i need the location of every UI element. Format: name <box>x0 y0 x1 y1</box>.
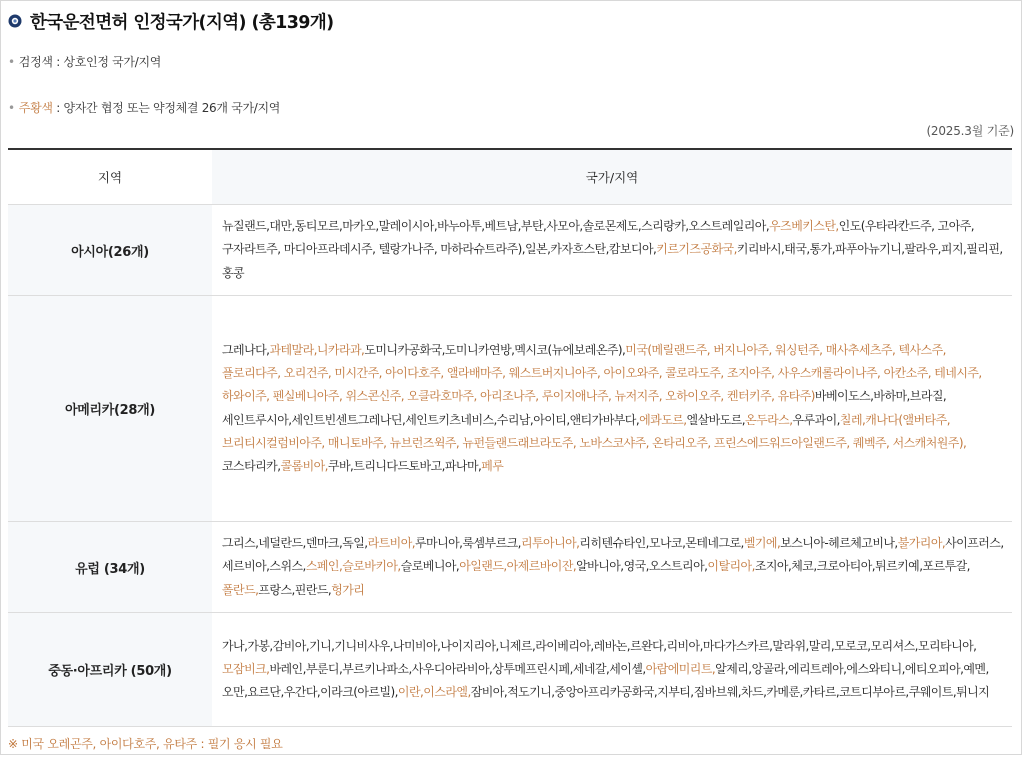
mutual-country-text: 인도(우타라칸드주, 고아주, 구자라트주, 마디아프라데시주, 텔랑가나주, 마하라슈트라주),일본,카자흐스탄,캄보디아, <box>222 219 975 257</box>
region-cell: 아시아(26개) <box>8 205 212 296</box>
mutual-country-text: 키리바시,태국,통가,파푸아뉴기니,팔라우,피지,필리핀,홍콩 <box>222 242 1003 280</box>
countries-cell <box>212 296 1012 522</box>
countries-cell <box>212 522 1012 613</box>
legend-orange-desc: : 양자간 협정 또는 약정체결 26개 국가/지역 <box>56 101 281 115</box>
agreement-country-text: 우즈베키스탄, <box>769 219 839 234</box>
country-table <box>8 148 1012 727</box>
mutual-country-text: 잠비아,적도기니,중앙아프리카공화국,지부티,짐바브웨,차드,카메룬,카타르,코트디부아르,쿠웨이트,튀니지 <box>470 685 990 700</box>
countries-cell <box>212 613 1012 727</box>
agreement-country-text: 온두라스, <box>745 412 793 427</box>
legend-orange-label: 주황색 <box>18 101 53 115</box>
mutual-country-text: 그레나다, <box>222 342 270 357</box>
agreement-country-text: 키르기즈공화국, <box>656 242 737 257</box>
agreement-country-text: 캐나다(앨버타주, 브리티시컬럼비아주, 매니토바주, 뉴브런즈윅주, 뉴펀들랜드래브라도주, 노바스코샤주, 온타리오주, 프린스에드워드아일랜드주, 퀘벡주, 서스캐처원주), <box>222 412 967 450</box>
mutual-country-text: 슬로베니아, <box>400 559 460 574</box>
agreement-country-text: 불가리아, <box>897 536 946 551</box>
agreement-country-text: 이란,이스라엘, <box>397 685 471 700</box>
agreement-country-text: 미국(메릴랜드주, 버지니아주, 워싱턴주, 매사추세츠주, 텍사스주, 플로리다주, 오리건주, 미시간주, 아이다호주, 앨라배마주, 웨스트버지니아주, 아이오와주, 콜로라도주, 조지아주, 사우스캐롤라이나주, 아칸소주, 테네시주, 하와이주, 펜실베니아주, 위스콘신주, 오클라호마주, 아리조나주, 루이지애나주, 뉴저지주, 오하이오주, 켄터키주, 유타주) <box>222 342 982 404</box>
region-cell: 아메리카(28개) <box>8 296 212 522</box>
legend-black <box>8 53 161 70</box>
mutual-country-text: 알제리,앙골라,에리트레아,에스와티니,에티오피아,예멘,오만,요르단,우간다,이라크(아르빌), <box>222 661 989 700</box>
agreement-country-text: 이탈리아, <box>707 559 755 574</box>
as-of-date: (2025.3월 기준) <box>926 124 1014 138</box>
region-cell: 중동·아프리카 (50개) <box>8 613 212 727</box>
countries-cell <box>212 205 1012 296</box>
agreement-country-text: 콜롬비아, <box>280 458 328 473</box>
footnote: ※ 미국 오레곤주, 아이다호주, 유타주 : 필기 응시 필요 <box>8 737 283 751</box>
mutual-country-text: 바레인,부룬디,부르키나파소,사우디아라비아,상투메프린시페,세네갈,세이셸, <box>269 661 646 676</box>
mutual-country-text: 그리스,네덜란드,덴마크,독일, <box>222 536 368 551</box>
mutual-country-text: 코스타리카, <box>222 458 281 473</box>
region-header: 지역 <box>8 149 212 205</box>
agreement-country-text: 페루 <box>481 458 504 473</box>
mutual-country-text: 도미니카공화국,도미니카연방,멕시코(뉴에보레온주), <box>364 342 626 357</box>
mutual-country-text: 알바니아,영국,오스트리아, <box>576 559 708 574</box>
mutual-country-text: 바베이도스,바하마,브라질,세인트루시아,세인트빈센트그레나딘,세인트키츠네비스,수리남,아이티,앤티가바부다, <box>222 389 947 427</box>
circle-bullet-icon <box>8 14 22 28</box>
legend-bullet-icon: • <box>8 55 15 69</box>
mutual-country-text: 리히텐슈타인,모나코,몬테네그로, <box>579 536 744 551</box>
mutual-country-text: 뉴질랜드,대만,동티모르,마카오,말레이시아,바누아투,베트남,부탄,사모아,솔로몬제도,스리랑카,오스트레일리아, <box>222 219 770 234</box>
agreement-country-text: 칠레, <box>839 412 866 427</box>
legend-orange <box>8 99 280 116</box>
countries-header: 국가/지역 <box>212 149 1012 205</box>
mutual-country-text: 가나,가봉,감비아,기니,기니비사우,나미비아,나이지리아,니제르,라이베리아,레바논,르완다,리비아,마다가스카르,말라위,말리,모로코,모리셔스,모리타니아, <box>222 638 977 653</box>
agreement-country-text: 라트비아, <box>367 536 416 551</box>
agreement-country-text: 아랍에미리트, <box>645 661 716 676</box>
page-title <box>8 9 334 33</box>
page-title-text: 한국운전면허 인정국가(지역) (총139개) <box>30 12 334 33</box>
mutual-country-text: 프랑스,핀란드, <box>258 582 332 597</box>
mutual-country-text: 우루과이, <box>792 412 840 427</box>
mutual-country-text: 루마니아,룩셈부르크, <box>415 536 521 551</box>
region-cell: 유럽 (34개) <box>8 522 212 613</box>
mutual-country-text: 조지아,체코,크로아티아,튀르키예,포르투갈, <box>754 559 970 574</box>
agreement-country-text: 스페인,슬로바키아, <box>305 559 401 574</box>
agreement-country-text: 과테말라,니카라과, <box>269 342 365 357</box>
agreement-country-text: 리투아니아, <box>520 536 580 551</box>
agreement-country-text: 모잠비크, <box>222 661 270 676</box>
agreement-country-text: 폴란드, <box>222 582 259 597</box>
legend-black-label: 검정색 <box>18 55 53 69</box>
mutual-country-text: 엘살바도르, <box>686 412 746 427</box>
legend-black-desc: : 상호인정 국가/지역 <box>56 55 162 69</box>
mutual-country-text: 보스니아-헤르체고비나, <box>780 536 898 551</box>
table-row-middle-east-africa <box>8 613 1012 727</box>
table-row-america <box>8 296 1012 522</box>
agreement-country-text: 에콰도르, <box>639 412 687 427</box>
table-row-europe <box>8 522 1012 613</box>
table-row-asia <box>8 205 1012 296</box>
table-body <box>8 205 1012 727</box>
agreement-country-text: 벨기에, <box>743 536 781 551</box>
legend-bullet-icon: • <box>8 101 15 115</box>
mutual-country-text: 사이프러스,세르비아,스위스, <box>222 536 1004 574</box>
mutual-country-text: 쿠바,트리니다드토바고,파나마, <box>327 458 482 473</box>
table-header-row <box>8 149 1012 205</box>
agreement-country-text: 아일랜드,아제르바이잔, <box>459 559 577 574</box>
agreement-country-text: 헝가리 <box>331 582 365 597</box>
